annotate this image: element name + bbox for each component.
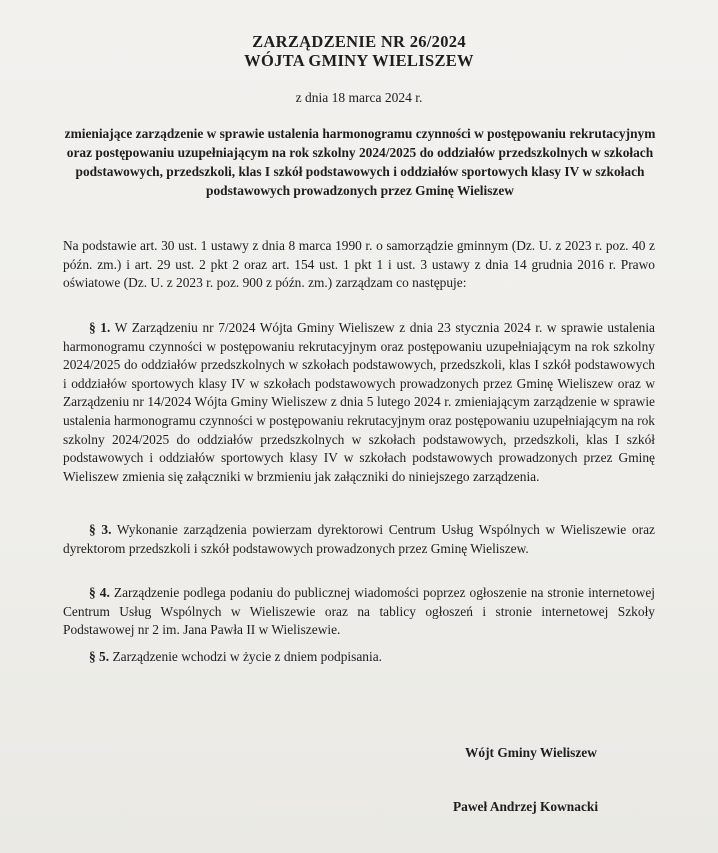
section-5-text: Zarządzenie wchodzi w życie z dniem podpisania. [112,649,383,664]
legal-basis-paragraph: Na podstawie art. 30 ust. 1 ustawy z dnia 8 marca 1990 r. o samorządzie gminnym (Dz. U. z 2023 r. poz. 40 z późn. zm.) i art. 29 ust. 2 pkt 2 oraz art. 154 ust. 1 pkt 1 i ust. 3 ustawy z dnia 14 grudnia 2016 r. Prawo oświatowe (Dz. U. z 2023 r. poz. 900 z późn. zm.) zarządzam co następuje: [63,238,655,291]
section-3-text: Wykonanie zarządzenia powierzam dyrektorowi Centrum Usług Wspólnych w Wieliszewie oraz dyrektorom przedszkoli i szkół podstawowych prowadzonych przez Gminę Wieliszew. [63,522,655,556]
section-3 [63,521,655,558]
section-4-text: Zarządzenie podlega podaniu do publicznej wiadomości poprzez ogłoszenie na stronie internetowej Centrum Usług Wspólnych w Wieliszewie oraz na tablicy ogłoszeń i stronie internetowej Szkoły Podstawowej nr 2 im. Jana Pawła II w Wieliszewie. [63,585,655,638]
section-1 [63,319,655,486]
section-4-label: § 4. [89,585,110,600]
section-5 [63,648,655,667]
section-1-label: § 1. [89,320,111,335]
signature-name: Paweł Andrzej Kownacki [453,799,599,814]
section-1-text: W Zarządzeniu nr 7/2024 Wójta Gminy Wieliszew z dnia 23 stycznia 2024 r. w sprawie ustalenia harmonogramu czynności w postępowaniu rekrutacyjnym oraz postępowaniu uzupełniającym na rok szkolny 2024/2025 do oddziałów przedszkolnych w szkołach podstawowych, przedszkoli, klas I szkół podstawowych i oddziałów sportowych klasy IV w szkołach podstawowych prowadzonych przez Gminę Wieliszew oraz w Zarządzeniu nr 14/2024 Wójta Gminy Wieliszew z dnia 5 lutego 2024 r. zmieniającym zarządzenie w sprawie ustalenia harmonogramu czynności w postępowaniu rekrutacyjnym oraz postępowaniu uzupełniającym na rok szkolny 2024/2025 do oddziałów przedszkolnych w szkołach podstawowych, przedszkoli, klas I szkół podstawowych i oddziałów sportowych klasy IV w szkołach podstawowych prowadzonych przez Gminę Wieliszew zmienia się załączniki w brzmieniu jak załączniki do niniejszego zarządzenia. [63,320,655,484]
section-5-label: § 5. [89,649,110,664]
signature-office: Wójt Gminy Wieliszew [465,745,597,760]
document-title: ZARZĄDZENIE NR 26/2024 [252,32,466,51]
document-issuer: WÓJTA GMINY WIELISZEW [244,51,474,70]
document-subject: zmieniające zarządzenie w sprawie ustalenia harmonogramu czynności w postępowaniu rekrutacyjnym oraz postępowaniu uzupełniającym na rok szkolny 2024/2025 do oddziałów przedszkolnych w szkołach podstawowych, przedszkoli, klas I szkół podstawowych i oddziałów sportowych klasy IV w szkołach podstawowych prowadzonych przez Gminę Wieliszew [64,126,656,198]
document-date: z dnia 18 marca 2024 r. [295,90,423,105]
section-3-label: § 3. [89,522,112,537]
section-4 [63,584,655,640]
